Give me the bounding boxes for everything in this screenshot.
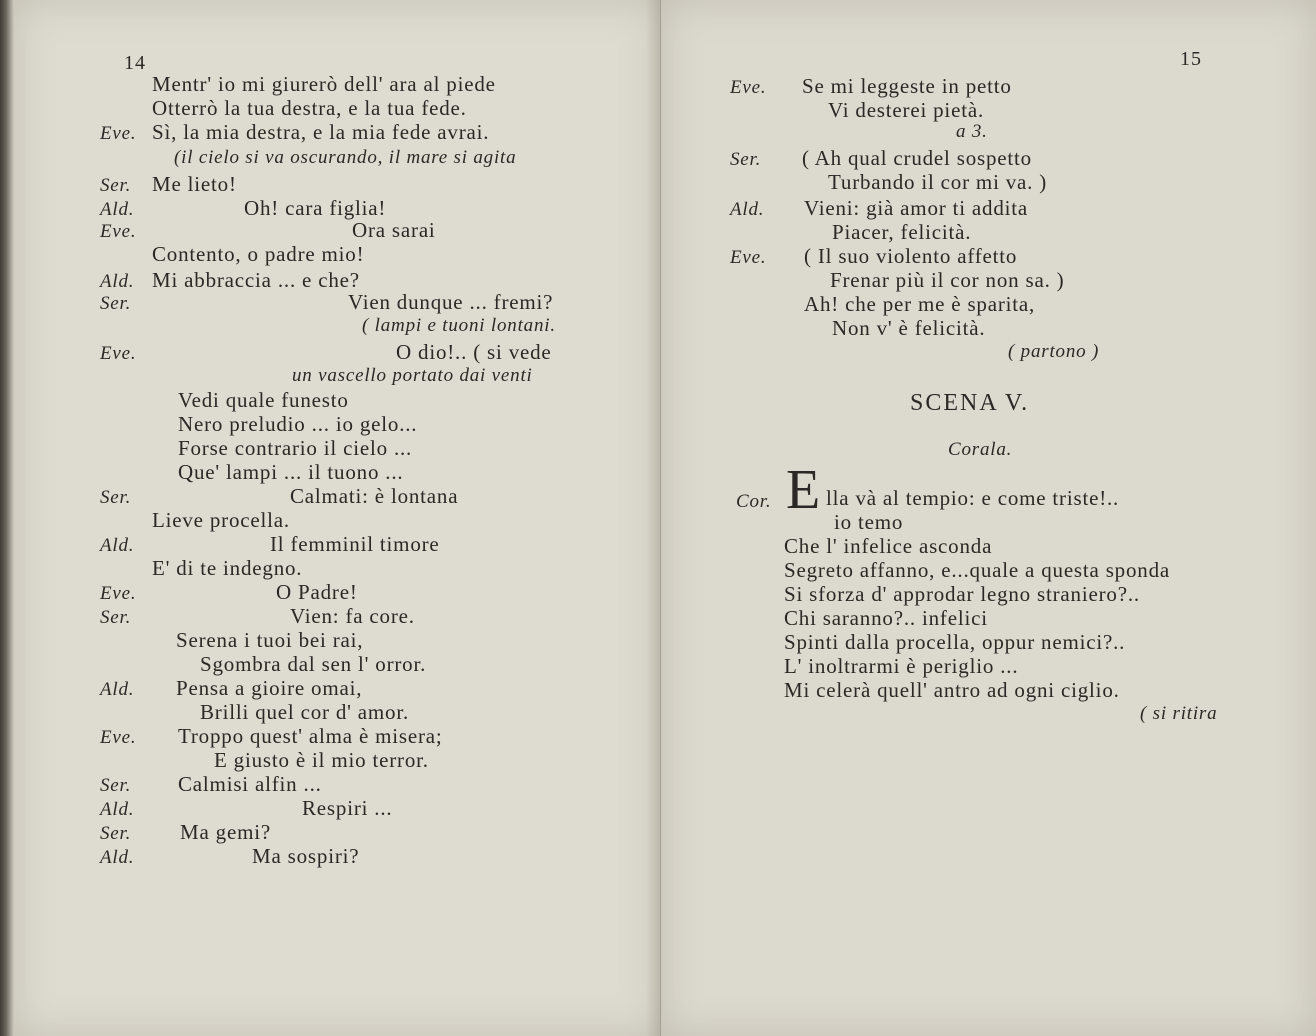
page-number-right: 15: [1180, 48, 1202, 70]
verse-line: Nero preludio ... io gelo...: [178, 412, 418, 436]
verse-line: Ma sospiri?: [252, 844, 360, 868]
speaker-label: Ser.: [100, 607, 132, 628]
speaker-label: Eve.: [730, 247, 767, 268]
verse-line: Mi celerà quell' antro ad ogni ciglio.: [784, 678, 1120, 702]
verse-line: Mentr' io mi giurerò dell' ara al piede: [152, 72, 496, 96]
verse-line: Troppo quest' alma è misera;: [178, 724, 443, 748]
speaker-label: Ald.: [100, 847, 135, 868]
verse-line: Forse contrario il cielo ...: [178, 436, 413, 460]
verse-line: io temo: [834, 510, 904, 534]
verse-line: Segreto affanno, e...quale a questa sponda: [784, 558, 1171, 582]
right-page: [662, 0, 1316, 1036]
verse-line: Contento, o padre mio!: [152, 242, 365, 266]
verse-line: lla và al tempio: e come triste!..: [826, 486, 1120, 510]
speaker-label: Ald.: [100, 199, 135, 220]
verse-line: Chi saranno?.. infelici: [784, 606, 988, 630]
verse-line: Il femminil timore: [270, 532, 440, 556]
stage-direction: ( lampi e tuoni lontani.: [362, 315, 556, 336]
verse-line: Brilli quel cor d' amor.: [200, 700, 410, 724]
verse-line: Si sforza d' approdar legno straniero?..: [784, 582, 1140, 606]
speaker-label: Cor.: [736, 491, 772, 512]
verse-line: Ma gemi?: [180, 820, 271, 844]
speaker-label: Ser.: [100, 293, 132, 314]
verse-line: L' inoltrarmi è periglio ...: [784, 654, 1019, 678]
verse-line: Frenar più il cor non sa. ): [830, 268, 1065, 292]
verse-line: O Padre!: [276, 580, 358, 604]
stage-direction: a 3.: [956, 121, 988, 142]
verse-line: Pensa a gioire omai,: [176, 676, 363, 700]
verse-line: Che l' infelice asconda: [784, 534, 993, 558]
verse-line: Mi abbraccia ... e che?: [152, 268, 360, 292]
verse-line: Turbando il cor mi va. ): [828, 170, 1048, 194]
speaker-label: Eve.: [100, 727, 137, 748]
verse-line: ( Ah qual crudel sospetto: [802, 146, 1032, 170]
speaker-label: Ser.: [100, 487, 132, 508]
stage-direction: (il cielo si va oscurando, il mare si agita: [174, 147, 517, 168]
speaker-label: Ald.: [730, 199, 765, 220]
verse-line: Vien dunque ... fremi?: [348, 290, 554, 314]
speaker-label: Ser.: [100, 823, 132, 844]
verse-line: ( Il suo violento affetto: [804, 244, 1018, 268]
left-page: [14, 0, 661, 1036]
speaker-label: Ald.: [100, 271, 135, 292]
scene-title: SCENA V.: [910, 390, 1030, 416]
verse-line: Lieve procella.: [152, 508, 290, 532]
stage-direction: ( partono ): [1008, 341, 1100, 362]
verse-line: Se mi leggeste in petto: [802, 74, 1012, 98]
page-number-left: 14: [124, 52, 146, 74]
verse-line: Sì, la mia destra, e la mia fede avrai.: [152, 120, 490, 144]
speaker-label: Eve.: [730, 77, 767, 98]
verse-line: Piacer, felicità.: [832, 220, 972, 244]
speaker-label: Ald.: [100, 799, 135, 820]
verse-line: Vedi quale funesto: [178, 388, 349, 412]
stage-direction: ( si ritira: [1140, 703, 1218, 724]
verse-line: Vi desterei pietà.: [828, 98, 984, 122]
verse-line: E' di te indegno.: [152, 556, 303, 580]
speaker-label: Ser.: [100, 775, 132, 796]
verse-line: E giusto è il mio terror.: [214, 748, 429, 772]
verse-line: O dio!.. ( si vede: [396, 340, 552, 364]
verse-line: Otterrò la tua destra, e la tua fede.: [152, 96, 467, 120]
speaker-label: Ser.: [100, 175, 132, 196]
verse-line: Ah! che per me è sparita,: [804, 292, 1036, 316]
verse-line: Calmisi alfin ...: [178, 772, 322, 796]
verse-line: Sgombra dal sen l' orror.: [200, 652, 427, 676]
verse-line: Calmati: è lontana: [290, 484, 459, 508]
speaker-label: Eve.: [100, 123, 137, 144]
verse-line: Ora sarai: [352, 218, 436, 242]
verse-line: Vien: fa core.: [290, 604, 415, 628]
speaker-label: Eve.: [100, 343, 137, 364]
speaker-label: Eve.: [100, 221, 137, 242]
scene-character: Corala.: [948, 439, 1013, 460]
drop-capital: E: [786, 459, 821, 521]
verse-line: Vieni: già amor ti addita: [804, 196, 1029, 220]
speaker-label: Eve.: [100, 583, 137, 604]
verse-line: Spinti dalla procella, oppur nemici?..: [784, 630, 1126, 654]
verse-line: Non v' è felicità.: [832, 316, 986, 340]
speaker-label: Ald.: [100, 679, 135, 700]
verse-line: Serena i tuoi bei rai,: [176, 628, 364, 652]
verse-line: Me lieto!: [152, 172, 237, 196]
stage-direction: un vascello portato dai venti: [292, 365, 533, 386]
verse-line: Respiri ...: [302, 796, 393, 820]
speaker-label: Ser.: [730, 149, 762, 170]
verse-line: Oh! cara figlia!: [244, 196, 387, 220]
speaker-label: Ald.: [100, 535, 135, 556]
verse-line: Que' lampi ... il tuono ...: [178, 460, 404, 484]
